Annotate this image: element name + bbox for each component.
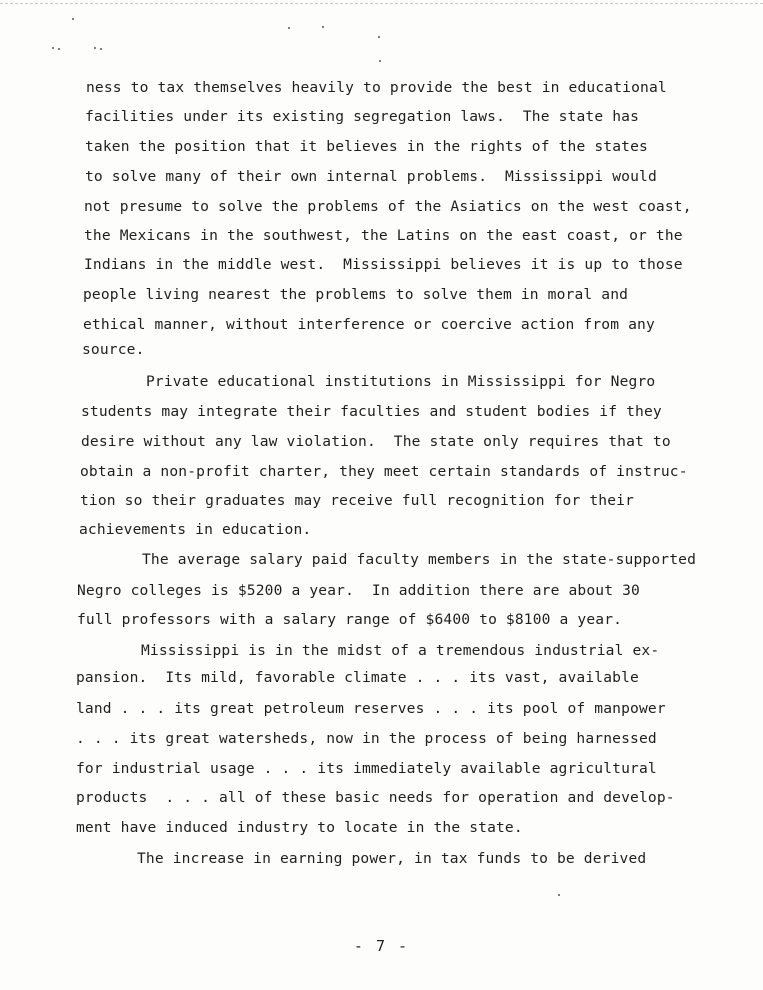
text-line: to solve many of their own internal problems. Mississippi would <box>85 168 657 185</box>
scan-speck <box>100 48 102 50</box>
text-line: Negro colleges is $5200 a year. In addition there are about 30 <box>77 582 640 599</box>
scan-speck <box>288 27 290 29</box>
text-line: the Mexicans in the southwest, the Latins on the east coast, or the <box>84 227 683 244</box>
text-line: not presume to solve the problems of the Asiatics on the west coast, <box>84 198 692 215</box>
text-line: facilities under its existing segregation laws. The state has <box>85 108 640 125</box>
scan-speck <box>558 894 560 896</box>
text-line: source. <box>82 341 145 358</box>
text-line: desire without any law violation. The state only requires that to <box>81 433 671 450</box>
page-number: - 7 - <box>353 937 410 955</box>
text-line: achievements in education. <box>79 521 312 538</box>
text-line: Indians in the middle west. Mississippi believes it is up to those <box>84 256 683 273</box>
text-line: full professors with a salary range of $6400 to $8100 a year. <box>77 611 623 628</box>
text-line: Private educational institutions in Mississippi for Negro <box>146 373 656 390</box>
text-line: The increase in earning power, in tax funds to be derived <box>137 850 647 867</box>
scan-speck <box>52 47 54 49</box>
page-top-edge <box>0 3 763 4</box>
text-line: pansion. Its mild, favorable climate . . . its vast, available <box>76 669 639 686</box>
scan-speck <box>379 60 381 62</box>
text-line: ness to tax themselves heavily to provide the best in educational <box>86 79 667 96</box>
text-line: land . . . its great petroleum reserves . . . its pool of manpower <box>76 700 666 717</box>
text-line: taken the position that it believes in the rights of the states <box>85 138 648 155</box>
text-line: . . . its great watersheds, now in the process of being harnessed <box>76 730 657 747</box>
scan-speck <box>378 36 380 38</box>
scan-speck <box>322 26 324 28</box>
text-line: people living nearest the problems to solve them in moral and <box>83 286 629 303</box>
text-line: obtain a non-profit charter, they meet certain standards of instruc- <box>80 463 688 480</box>
text-line: students may integrate their faculties and student bodies if they <box>81 403 662 420</box>
text-line: tion so their graduates may receive full recognition for their <box>80 492 635 509</box>
text-line: The average salary paid faculty members in the state-supported <box>142 551 697 568</box>
scan-speck <box>72 18 74 20</box>
text-line: for industrial usage . . . its immediately available agricultural <box>76 760 657 777</box>
scan-speck <box>94 47 96 49</box>
text-line: Mississippi is in the midst of a tremendous industrial ex- <box>141 642 660 659</box>
text-line: ethical manner, without interference or coercive action from any <box>83 316 655 333</box>
scan-speck <box>58 48 60 50</box>
text-line: ment have induced industry to locate in the state. <box>76 819 523 836</box>
text-line: products . . . all of these basic needs for operation and develop- <box>76 789 675 806</box>
